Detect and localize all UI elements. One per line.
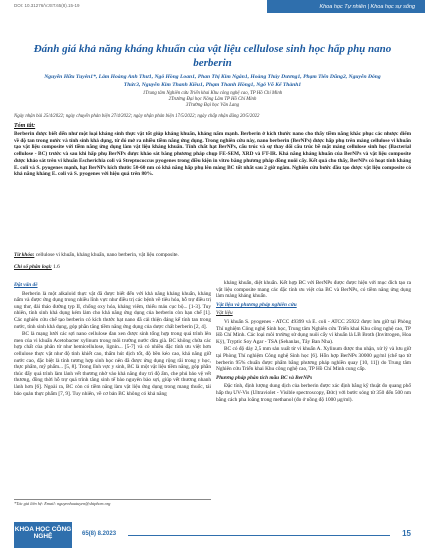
classification-value: 1.6 — [51, 264, 60, 270]
journal-logo: KHOA HỌC CÔNG NGHỆ — [14, 522, 72, 548]
classification — [14, 264, 60, 270]
affiliation-3: 3Trường Đại học Văn Lang — [185, 103, 240, 109]
page-number: 15 — [402, 529, 411, 538]
right-paragraph-1: kháng khuẩn, diệt khuẩn. Kết hợp BC với BerNPs được được hiện với mục đích tạo ra vật liệu composite mang các đặc tính ưu việt của BC và BerNPs, có tiềm năng ứng dụng làm màng kháng khuẩn. — [216, 280, 411, 300]
methods-heading: Vật liệu và phương pháp nghiên cứu — [216, 301, 297, 308]
affiliation-1: 1Trung tâm Nghiên cứu Triển khai Khu công nghệ cao, TP Hồ Chí Minh — [142, 91, 283, 96]
materials-paragraph-2: BC có độ dày 2,5 mm sản xuất từ vi khuẩn A. Xylinum được thu nhận, xử lý và lưu giữ tại Phòng Thí nghiệm Công nghệ Sinh học [6]. Hỗn hợp BerNPs 30000 μg/ml (chế tạo từ berberin 95% chuẩn được phẩm bằng phương pháp nghiền quay [10, 11]) do Trung tâm Nghiên cứu Triển khai Khu công nghệ cao, TP Hồ Chí Minh cung cấp. — [216, 346, 411, 373]
classification-label: Chỉ số phân loại: — [14, 264, 52, 270]
intro-heading: Đặt vấn đề — [14, 282, 38, 288]
intro-paragraph-2: BC là mạng lưới các sợi nano cellulose đan xen được sinh tổng hợp trong quá trình lên men của vi khuẩn Acetobacter xylinum trong môi trường nước dừa già. BC không chứa các hợp chất của phân tử như hemicellulose, lignin... [5-7] và có nhiều đặc tính ưu việt hơn cellulose thực vật như độ tinh khiết cao, thấm hút dịch tốt, độ bền kéo cao, khả năng giữ nước cao, đặc biệt là tính tương hợp sinh học nên đã được ứng dụng rộng rãi trong y học, thực phẩm, mỹ phẩm... [5, 8]. Trong lĩnh vực y sinh, BC là một vật liệu tiềm năng, góp phần thúc đẩy quá trình làm lành vết thương nhờ vào khả năng duy trì độ ẩm, che phủ bảo vệ vết thương, đồng thời hỗ trợ quá trình tăng sinh tế bào nguyên bào sợi, giúp vết thương nhanh lành hơn [6]. Ngoài ra, BC còn có tiềm năng làm vật liệu ứng dụng trong mang thuốc, tái bảo quản thực phẩm [7, 9]. Tuy nhiên, về cơ bản BC không có khả năng — [14, 331, 211, 397]
affiliation-2: 2Trường Đại học Nông Lâm TP Hồ Chí Minh — [168, 97, 257, 103]
right-column — [216, 280, 411, 404]
issue-number: 65(8) 8.2023 — [82, 531, 117, 537]
analysis-paragraph: Đặc tính, định lượng dung dịch của berberin được xác định bằng kỹ thuật đo quang phổ hấp thụ UV-Vis (Ultraviolet - Visible spectroscopy, Đức) với bước sóng từ 350 đến 500 nm bằng cách pha loãng trong methanol (đo ở nồng độ 1000 μg/ml). — [216, 383, 411, 403]
abstract: Berberin được biết đến như một loại kháng sinh thực vật tốt giúp kháng khuẩn, kháng nấm mạnh. Berberin ở kích thước nano cho thấy tiềm năng khắc phục các nhược điểm về độ tan trong nước và tính sinh khả dụng, từ đó mở ra nhiều tiềm năng ứng dụng. Trong nghiên cứu này, nano berberin (BerNPs) được hấp phụ trên màng cellulose vi khuẩn tạo vật liệu composite với tiềm năng ứng dụng làm vật liệu kháng khuẩn. Tính chất hạt BerNPs, cấu trúc và sự thay đổi cấu trúc bề mặt màng cellulose sinh học (Bacterial cellulose - BC) trước và sau khi hấp phụ BerNPs được khảo sát bằng phương pháp chụp FE-SEM, XRD và FT-IR. Khả năng kháng khuẩn của BerNPs và vật liệu composite được khảo sát trên vi khuẩn Escherichia coli và Streptococcus pyogenes trong điều kiện in vitro bằng phương pháp đồng nuôi cấy. Kết quả cho thấy, BerNPs có hoạt tính kháng E. coli và S. pyogenes mạnh, hạt BerNPs kích thước 50-60 nm có khả năng hấp phụ lên màng BC tốt nhất sau 2 giờ ngâm. Nghiên cứu bước đầu tạo được vật liệu composite có khả năng kháng E. coli và S. pyogenes với hiệu quả trên 80%. — [14, 131, 411, 178]
left-column — [14, 280, 211, 398]
keywords — [14, 252, 411, 258]
doi[interactable]: DOI: 10.31276/VJST.65(8).15-19 — [14, 3, 80, 8]
intro-paragraph-1: Berberin là một alkaloid thực vật đã được biết đến với khả năng kháng khuẩn, kháng nấm và được ứng dụng trong nhiều lĩnh vực như điều trị các bệnh về tiêu hóa, hỗ trợ điều trị ung thư, đái tháo đường typ II, chống oxy hóa, kháng viêm, thiếu máu cục bộ... [1-3]. Tuy nhiên, tính sinh khả dụng kém làm cho khả năng ứng dụng của berberin còn hạn chế [1]. Các nghiên cứu chế tạo berberin có kích thước hạt nano đã cải thiện đáng kể tính tan trong nước, tính sinh khả dụng, góp phần tăng tiềm năng ứng dụng của dược chất berberin [2, 4]. — [14, 290, 211, 330]
footnote[interactable]: *Tác giả liên hệ: Email: nguyenhuutuyen@shtphcm.org — [14, 499, 211, 506]
received-dates: Ngày nhận bài 25/4/2022; ngày chuyển phản biện 27/4/2022; ngày nhận phản biện 17/5/2022; ngày chấp nhận đăng 20/5/2022 — [14, 114, 260, 119]
authors: Nguyễn Hữu Tuyên1*, Lâm Hoàng Anh Thư1, Ngô Hồng Loan1, Phan Thị Kim Ngân1, Hoàng Thúy Dương1, Phạm Tiến Dũng2, Nguyễn Đông Thức3, Nguyễn Kim Thanh Kiều1, Phạm Thanh Hồng1, Ngô Võ Kế Thành1 — [44, 74, 381, 88]
keywords-label: Từ khóa: — [14, 252, 35, 258]
affiliations — [40, 91, 385, 110]
analysis-subheading: Phương pháp phân tích mẫu BC và BerNPs — [216, 374, 313, 381]
materials-paragraph-1: Vi khuẩn S. pyogenes - ATCC 49399 và E. coli - ATCC 25922 được lưu giữ tại Phòng Thí nghiệm Công nghệ Sinh học, Trung tâm Nghiên cứu Triển khai Khu công nghệ cao, TP Hồ Chí Minh. Các loại môi trường sử dụng nuôi cấy vi khuẩn là LB Broth (Invitrogen, Hoa Kỳ), Tryptic Soy Agar - TSA (Sehanlas, Tây Ban Nha). — [216, 318, 411, 345]
materials-subheading: Vật liệu — [216, 310, 233, 317]
keywords-text: cellulose vi khuẩn, kháng khuẩn, nano berberin, vật liệu composite. — [34, 252, 179, 258]
abstract-heading: Tóm tắt: — [14, 123, 36, 129]
footer-divider — [128, 535, 390, 536]
article-title: Đánh giá khả năng kháng khuẩn của vật liệu cellulose sinh học hấp phụ nano berberin — [33, 43, 392, 69]
section-label: Khoa học Tự nhiên | Khoa học sự sống — [267, 0, 425, 13]
